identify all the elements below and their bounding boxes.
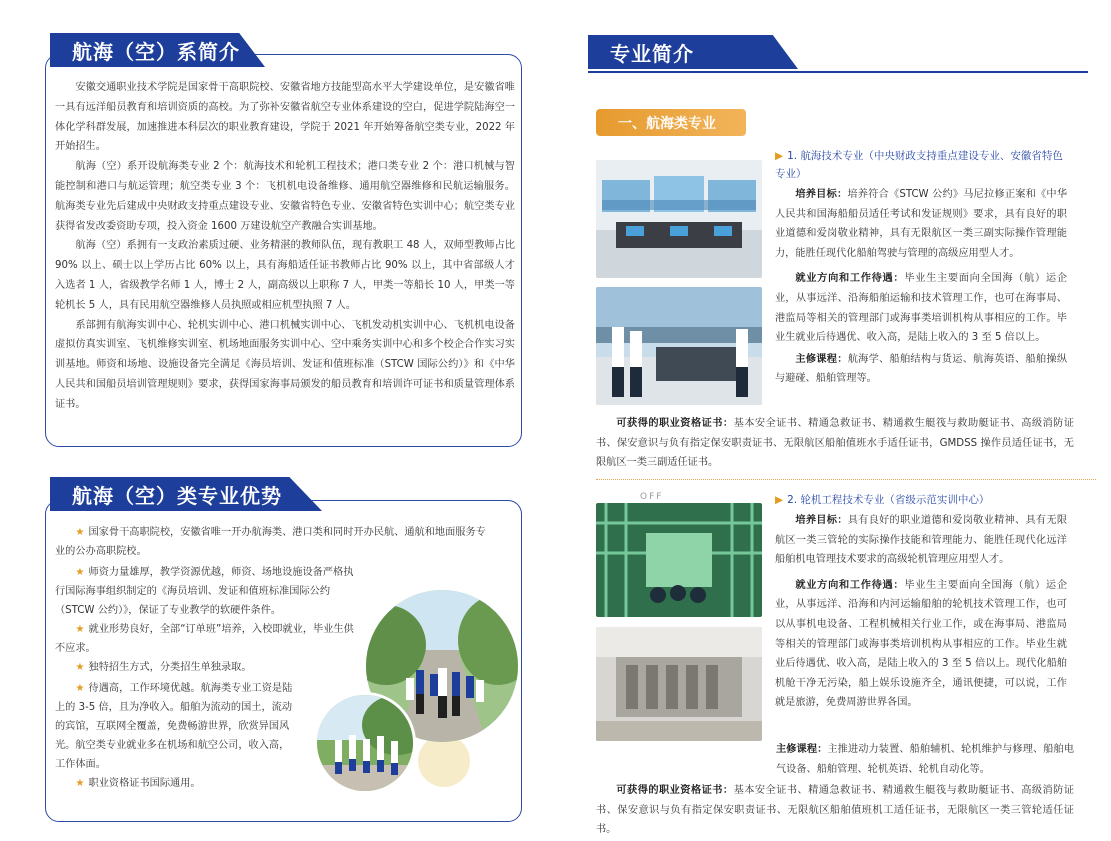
majors-header [588, 35, 798, 69]
triangle-icon: ▶ [775, 494, 784, 506]
advantage-item: ★ 就业形势良好，全部“订单班”培养，入校即就业，毕业生供不应求。 [55, 624, 354, 654]
ship-stern-text: OFF [640, 492, 664, 502]
intro-body [55, 78, 515, 415]
advantage-item: ★ 师资力量雄厚，教学资源优越，师资、场地设施设备严格执行国际海事组织制定的《海员培训、发证和值班标准国际公约（STCW 公约）》，保证了专业教学的软硬件条件。 [55, 567, 354, 616]
program-2-goal: 培养目标：具有良好的职业道德和爱岗敬业精神、具有无限航区一类三管轮的实际操作技能和管理能力、能胜任现代化远洋船舶机电管理技术要求的高级轮机管理应用型人才。 [775, 515, 1068, 566]
program-2-certs: 可获得的职业资格证书：基本安全证书、精通急救证书、精通救生艇筏与救助艇证书、高级消防证书、保安意识与负有指定保安职责证书、无限航区船舶值班机工适任证书，无限航区一类三管轮适任证书。 [596, 785, 1075, 836]
program-2-lower [596, 740, 1074, 840]
intro-paragraph: 航海（空）系开设航海类专业 2 个：航海技术和轮机工程技术；港口类专业 2 个：港口机械与智能控制和港口与航运管理；航空类专业 3 个：飞机机电设备维修、通用航空器维修和民航运输服务。航海类专业先后建成中央财政支持重点建设专业、安徽省特色专业、安徽省特色实训中心；航空类专业获得省发改委资助专项，投入资金 1600 万建设航空产教融合实训基地。 [55, 161, 515, 232]
intro-header [50, 33, 265, 67]
majors-title: 专业简介 [610, 41, 694, 66]
advantage-item: ★ 职业资格证书国际通用。 [75, 778, 201, 789]
crew-training-photo [596, 287, 762, 405]
triangle-icon: ▶ [775, 150, 784, 162]
bridge-simulator-photo [596, 160, 762, 278]
advantage-item: ★ 待遇高，工作环境优越。航海类专业工资是陆上的 3-5 倍，且为净收入。船舶为流动的国土，流动的宾馆，互联网全覆盖，免费畅游世界，欣赏异国风光。航空类专业就业多在机场和航空公司，收入高，工作体面。 [55, 683, 293, 770]
program-2-courses: 主修课程：主推进动力装置、船舶辅机、轮机维护与修理、船舶电气设备、船舶管理、轮机英语、轮机自动化等。 [776, 744, 1075, 775]
star-icon: ★ [75, 778, 85, 789]
star-icon: ★ [75, 624, 85, 635]
ship-engine-photo [596, 627, 762, 741]
advantages-list-3 [55, 679, 295, 793]
program-1-certs: 可获得的职业资格证书：基本安全证书、精通急救证书、精通救生艇筏与救助艇证书、高级消防证书、保安意识与负有指定保安职责证书、无限航区船舶值班水手适任证书，GMDSS 操作员适任证书，无限航区一类三副适任证书。 [596, 418, 1075, 469]
program-2-career: 就业方向和工作待遇：毕业生主要面向全国海（航）运企业，从事远洋、沿海和内河运输船舶的轮机技术管理工作，也可以从事机电设备、工程机械相关行业工作，或在海事局、港监局等相关的管理部门或海事类培训机构从事相应的工作。毕业生就业后待遇优、收入高，是陆上收入的 3 至 5 倍以上。现代化船舶机舱干净无污染，船上娱乐设施齐全，通讯便捷，可以说，工作就是旅游，免费周游世界各国。 [775, 579, 1068, 709]
advantages-title: 航海（空）类专业优势 [72, 483, 282, 508]
intro-title: 航海（空）系简介 [72, 39, 240, 64]
advantage-item: ★ 国家骨干高职院校，安徽省唯一开办航海类、港口类和同时开办民航、通航和地面服务专业的公办高职院校。 [55, 527, 486, 557]
section-divider [596, 479, 1096, 480]
advantages-list [55, 523, 486, 561]
program-2-title: ▶ 2. 轮机工程技术专业（省级示范实训中心） [775, 494, 990, 506]
advantages-header [50, 477, 322, 511]
star-icon: ★ [75, 683, 85, 694]
advantages-list-2 [55, 563, 360, 677]
program-1-goal: 培养目标：培养符合《STCW 公约》马尼拉修正案和《中华人民共和国海船船员适任考试和发证规则》要求，具有良好的职业道德和爱岗敬业精神，具有无限航区一类三副实际操作管理能力，能胜任现代化船舶驾驶与管理的高级应用型人才。 [775, 189, 1068, 259]
intro-paragraph: 系部拥有航海实训中心、轮机实训中心、港口机械实训中心、飞机发动机实训中心、飞机机电设备虚拟仿真实训室、飞机维修实训室、机场地面服务实训中心、空中乘务实训中心和多个校企合作实习实训基地。师资和场地、设施设备完全满足《海员培训、发证和值班标准（STCW 国际公约）》和《中华人民共和国船员培训管理规则》要求，获得国家海事局颁发的船员教育和培训许可证书和质量管理体系证书。 [55, 319, 515, 410]
star-icon: ★ [75, 527, 85, 538]
intro-paragraph: 安徽交通职业技术学院是国家骨干高职院校、安徽省地方技能型高水平大学建设单位，是安徽省唯一具有远洋船员教育和培训资质的高校。为了弥补安徽省航空专业体系建设的空白，促进学院陆海空一体化学科群发展，加速推进本科层次的职业教育建设，学院于 2021 年开始筹备航空类专业，2022 年开始招生。 [55, 82, 515, 153]
star-icon: ★ [75, 567, 85, 578]
advantage-item: ★ 独特招生方式，分类招生单独录取。 [75, 662, 252, 673]
star-icon: ★ [75, 662, 85, 673]
decor-circle [418, 735, 470, 787]
intro-paragraph: 航海（空）系拥有一支政治素质过硬、业务精湛的教师队伍，现有教职工 48 人，双师型教师占比 90% 以上、硕士以上学历占比 60% 以上，具有海船适任证书教师占比 90% 以上，其中省部级人才入选者 1 人，省级教学名师 1 人，博士 2 人，副高级以上职称 7 人，甲类一等船长 10 人，甲类一等轮机长 5 人，具有民用航空器维修人员执照或相应机型执照 7 人。 [55, 240, 515, 311]
students-jumping-photo [314, 692, 416, 794]
section-label-maritime: 一、航海类专业 [596, 109, 746, 136]
program-2 [775, 491, 1067, 713]
program-1 [775, 147, 1067, 389]
program-1-courses: 主修课程：航海学、船舶结构与货运、航海英语、船舶操纵与避碰、船舶管理等。 [775, 353, 1068, 385]
program-1-career: 就业方向和工作待遇：毕业生主要面向全国海（航）运企业，从事远洋、沿海船舶运输和技术管理工作，也可在海事局、港监局等相关的管理部门或海事类培训机构从事相应的工作。毕业生就业后待遇优、收入高，是陆上收入的 3 至 5 倍以上。 [775, 273, 1068, 344]
majors-underline [588, 71, 1088, 73]
engine-room-photo [596, 503, 762, 617]
program-1-title: ▶ 1. 航海技术专业（中央财政支持重点建设专业、安徽省特色专业） [775, 150, 1063, 180]
